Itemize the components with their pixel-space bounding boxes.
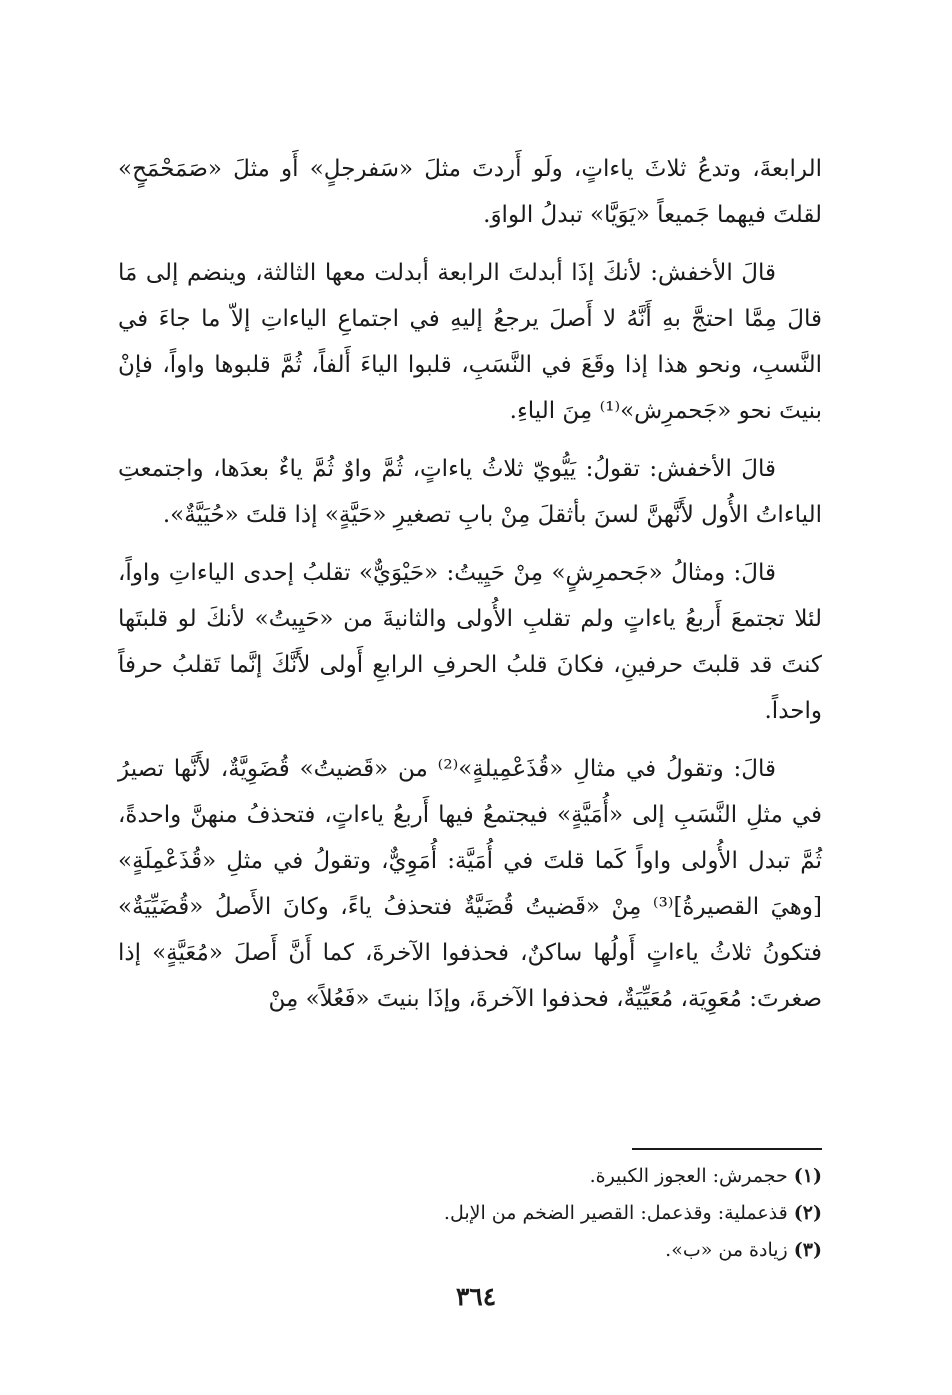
footnote-2 xyxy=(300,1195,822,1232)
main-text xyxy=(118,146,822,1034)
footnote-1 xyxy=(300,1158,822,1195)
page-number: ٣٦٤ xyxy=(455,1282,497,1311)
footnote-text: حجمرش: العجوز الكبيرة. xyxy=(589,1165,788,1187)
paragraph-3: قالَ الأخفش: تقولُ: يَيُّويّ ثلاثُ ياءاتٍ، ثُمَّ واوٌ ثُمَّ ياءٌ بعدَها، واجتمعتِ الياءاتُ الأُول لأَنَّهنَّ لسنَ بأثقلَ مِنْ بابِ تصغيرِ «حَيَّةٍ» إذا قلتَ «حُيَيَّةٌ». xyxy=(118,456,822,528)
footnote-text: قذعملية: وقذعمل: القصير الضخم من الإبل. xyxy=(443,1202,788,1224)
paragraph-5: قالَ: وتقولُ في مثالِ «قُذَعْمِيلةٍ»⁽²⁾ من «قَضيتُ» قُضَوِيَّةٌ، لأَنَّها تصيرُ في مثلِ النَّسَبِ إلى «أُمَيَّةٍ» فيجتمعُ فيها أَربعُ ياءاتٍ، فتحذفُ منهنَّ واحدةً، ثُمَّ تبدل الأُولى واواً كَما قلتَ في أُمَيَّة: أُمَوِيٌّ، وتقولُ في مثلِ «قُذَعْمِلَةٍ» [وهيَ القصيرةُ]⁽³⁾ مِنْ «قَضيتُ قُضَيَّةٌ فتحذفُ ياءً، وكانَ الأَصلُ «قُضَيِّيَةٌ» فتكونُ ثلاثُ ياءاتٍ أَولُها ساكنٌ، فحذفوا الآخرةَ، كما أَنَّ أَصلَ «مُعَيَّةٍ» إذا صغرتَ: مُعَوِيَة، مُعَيِّيَةٌ، فحذفوا الآخرةَ، وإذَا بنيتَ «فَعُلاً» مِنْ xyxy=(118,756,822,1012)
footnote-number: (١) xyxy=(793,1165,822,1187)
footnotes xyxy=(300,1158,822,1269)
footnote-text: زيادة من «ب». xyxy=(665,1239,788,1261)
paragraph-1: الرابعةَ، وتدعُ ثلاثَ ياءاتٍ، ولَو أَردتَ مثلَ «سَفرجلٍ» أَو مثلَ «صَمَحْمَحٍ» لقلتَ فيهما جَميعاً «يَوَيَّا» تبدلُ الواوَ. xyxy=(118,156,822,228)
paragraph-2: قالَ الأخفش: لأنكَ إذَا أبدلتَ الرابعة أبدلت معها الثالثة، وينضم إلى مَا قالَ مِمَّا احتجَّ بهِ أَنَّهُ لا أَصلَ يرجعُ إليهِ في اجتماعِ الياءاتِ إلاّ ما جاءَ في النَّسبِ، ونحو هذا إذا وقَعَ في النَّسَبِ، قلبوا الياءَ أَلفاً، ثُمَّ قلبوها واواً، فإنْ بنيتَ نحو «جَحمرِش»⁽¹⁾ مِنَ الياءِ. xyxy=(118,260,822,424)
footnote-number: (٢) xyxy=(793,1202,822,1224)
paragraph-4: قالَ: ومثالُ «جَحمرِشٍ» مِنْ حَيِيتُ: «حَيْوَيٌّ» تقلبُ إحدى الياءاتِ واواً، لئلا تجتمعَ أَربعُ ياءاتٍ ولم تقلبِ الأُولى والثانيةَ من «حَيِيتُ» لأنكَ لو قلبتَها كنتَ قد قلبتَ حرفينِ، فكانَ قلبُ الحرفِ الرابعِ أَولى لأَنَّكَ إنَّما تَقلبُ حرفاً واحداً. xyxy=(118,560,822,724)
footnote-number: (٣) xyxy=(793,1239,822,1261)
footnote-3 xyxy=(300,1232,822,1269)
footnote-separator xyxy=(632,1148,822,1150)
